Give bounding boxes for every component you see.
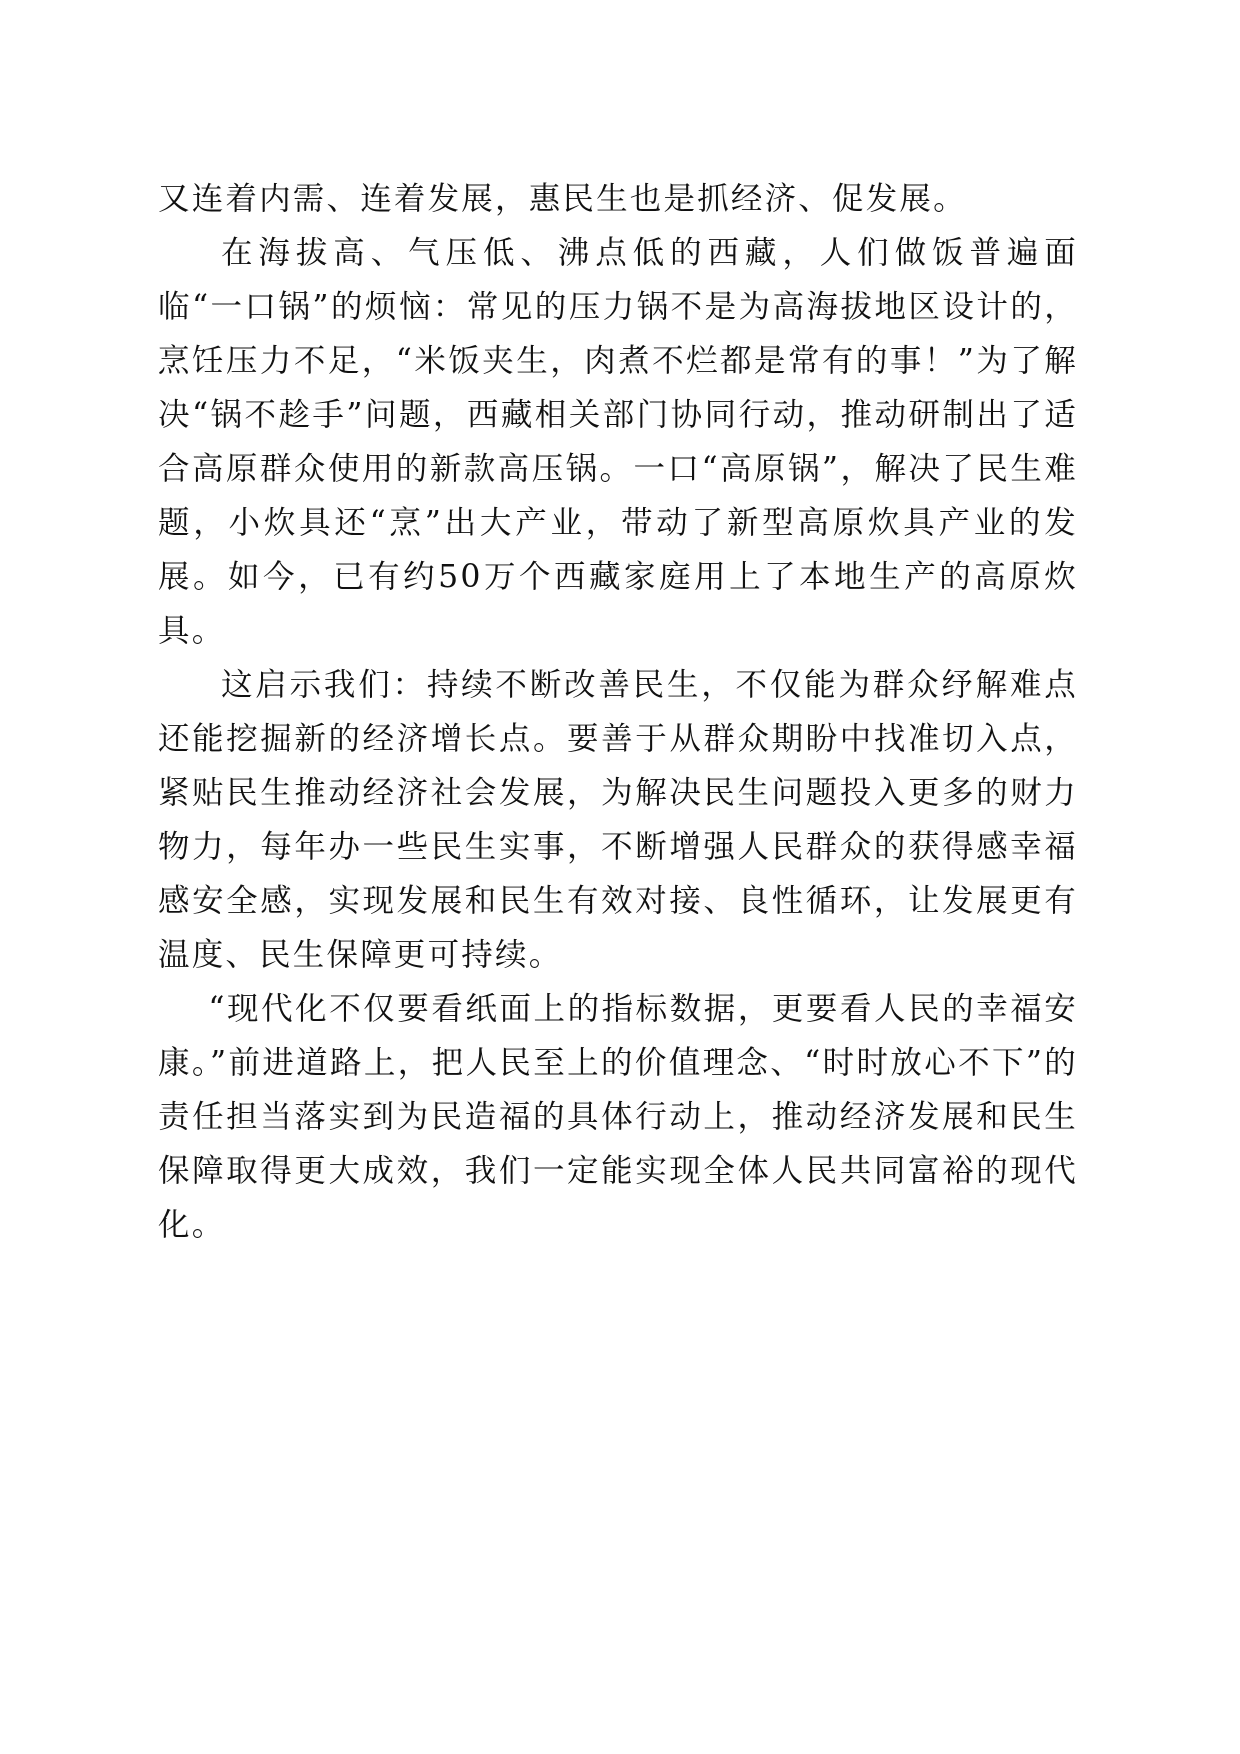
paragraph-continuation: 又连着内需、连着发展，惠民生也是抓经济、促发展。: [158, 181, 967, 217]
document-body: [158, 172, 1078, 1252]
paragraph-insight: 这启示我们：持续不断改善民生，不仅能为群众纾解难点还能挖掘新的经济增长点。要善于从群众期盼中找准切入点，紧贴民生推动经济社会发展，为解决民生问题投入更多的财力物力，每年办一些民生实事，不断增强人民群众的获得感幸福感安全感，实现发展和民生有效对接、良性循环，让发展更有温度、民生保障更可持续。: [158, 667, 1078, 973]
paragraph-conclusion: “现代化不仅要看纸面上的指标数据，更要看人民的幸福安康。”前进道路上，把人民至上的价值理念、“时时放心不下”的责任担当落实到为民造福的具体行动上，推动经济发展和民生保障取得更大成效，我们一定能实现全体人民共同富裕的现代化。: [158, 991, 1078, 1243]
paragraph-plateau-pot: 在海拔高、气压低、沸点低的西藏，人们做饭普遍面临“一口锅”的烦恼：常见的压力锅不是为高海拔地区设计的，烹饪压力不足，“米饭夹生，肉煮不烂都是常有的事！”为了解决“锅不趁手”问题，西藏相关部门协同行动，推动研制出了适合高原群众使用的新款高压锅。一口“高原锅”，解决了民生难题，小炊具还“烹”出大产业，带动了新型高原炊具产业的发展。如今，已有约50万个西藏家庭用上了本地生产的高原炊具。: [158, 235, 1078, 649]
